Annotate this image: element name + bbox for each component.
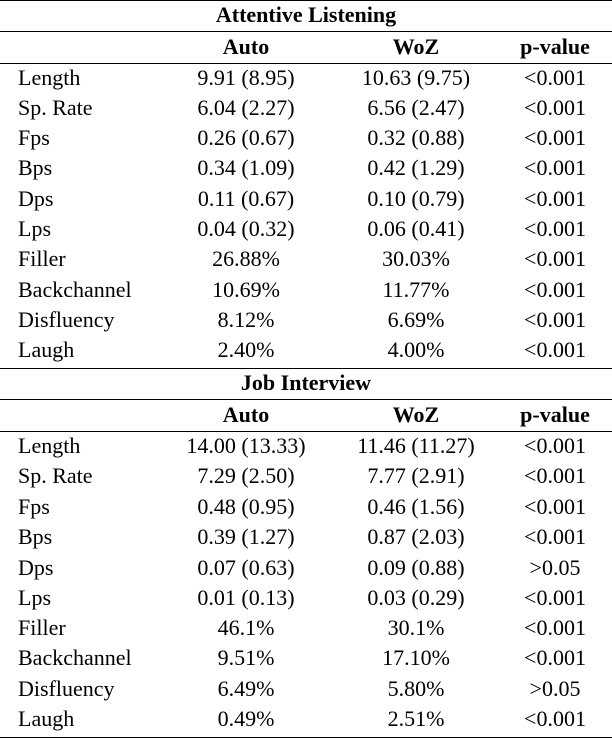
table-row [0, 704, 612, 734]
woz-value: 2.51% [387, 706, 445, 731]
table-row [0, 674, 612, 704]
row-label: Lps [18, 585, 51, 610]
woz-value: 30.1% [387, 615, 445, 640]
table-row [0, 643, 612, 673]
row-label: Filler [18, 615, 66, 640]
auto-value: 7.29 (2.50) [197, 463, 295, 488]
p-value: <0.001 [524, 186, 586, 211]
row-label: Length [18, 65, 81, 90]
p-value: <0.001 [524, 645, 586, 670]
header-cell-auto: Auto [222, 402, 270, 427]
table-row [0, 305, 612, 335]
woz-value: 6.69% [387, 307, 445, 332]
table-row [0, 93, 612, 123]
p-value: <0.001 [524, 216, 586, 241]
row-label: Dps [18, 186, 54, 211]
table-row [0, 522, 612, 552]
table-row [0, 214, 612, 244]
p-value: <0.001 [524, 337, 586, 362]
woz-value: 0.42 (1.29) [367, 155, 465, 180]
p-value: <0.001 [524, 494, 586, 519]
p-value: <0.001 [524, 463, 586, 488]
woz-value: 0.10 (0.79) [367, 186, 465, 211]
row-label: Lps [18, 216, 51, 241]
row-label: Backchannel [18, 277, 132, 302]
auto-value: 46.1% [217, 615, 275, 640]
row-label: Length [18, 433, 81, 458]
header-row [0, 400, 612, 430]
bottom-rule [0, 737, 612, 738]
auto-value: 9.91 (8.95) [197, 65, 295, 90]
table-row [0, 275, 612, 305]
header-row [0, 32, 612, 62]
auto-value: 9.51% [217, 645, 275, 670]
table-row [0, 63, 612, 93]
woz-value: 6.56 (2.47) [367, 95, 465, 120]
auto-value: 0.39 (1.27) [197, 524, 295, 549]
row-label: Backchannel [18, 645, 132, 670]
auto-value: 0.07 (0.63) [197, 555, 295, 580]
p-value: <0.001 [524, 155, 586, 180]
table-row [0, 431, 612, 461]
p-value: <0.001 [524, 246, 586, 271]
section-title: Attentive Listening [215, 2, 397, 27]
row-label: Laugh [18, 337, 75, 362]
woz-value: 10.63 (9.75) [361, 65, 471, 90]
auto-value: 14.00 (13.33) [186, 433, 306, 458]
auto-value: 0.11 (0.67) [197, 186, 295, 211]
row-label: Bps [18, 524, 53, 549]
header-cell-pvalue: p-value [520, 34, 590, 59]
row-label: Fps [18, 494, 50, 519]
p-value: <0.001 [524, 524, 586, 549]
woz-value: 0.06 (0.41) [367, 216, 465, 241]
auto-value: 6.04 (2.27) [197, 95, 295, 120]
header-cell-auto: Auto [222, 34, 270, 59]
header-cell-pvalue: p-value [520, 402, 590, 427]
woz-value: 0.32 (0.88) [367, 125, 465, 150]
auto-value: 26.88% [212, 246, 280, 271]
woz-value: 0.87 (2.03) [367, 524, 465, 549]
auto-value: 0.49% [217, 706, 275, 731]
table-row [0, 613, 612, 643]
table-row [0, 244, 612, 274]
auto-value: 0.04 (0.32) [197, 216, 295, 241]
auto-value: 0.34 (1.09) [197, 155, 295, 180]
row-label: Disfluency [18, 676, 115, 701]
woz-value: 7.77 (2.91) [367, 463, 465, 488]
row-label: Fps [18, 125, 50, 150]
table-row [0, 492, 612, 522]
p-value: <0.001 [524, 307, 586, 332]
auto-value: 2.40% [217, 337, 275, 362]
p-value: <0.001 [524, 277, 586, 302]
table-row [0, 153, 612, 183]
auto-value: 0.26 (0.67) [197, 125, 295, 150]
auto-value: 8.12% [217, 307, 275, 332]
row-label: Sp. Rate [18, 95, 93, 120]
row-label: Dps [18, 555, 54, 580]
table-row [0, 553, 612, 583]
table-row [0, 461, 612, 491]
row-label: Sp. Rate [18, 463, 93, 488]
p-value: <0.001 [524, 125, 586, 150]
p-value: <0.001 [524, 585, 586, 610]
woz-value: 11.46 (11.27) [357, 433, 475, 458]
header-cell-woz: WoZ [392, 402, 440, 427]
p-value: <0.001 [524, 65, 586, 90]
p-value: <0.001 [524, 706, 586, 731]
woz-value: 0.03 (0.29) [367, 585, 465, 610]
row-label: Disfluency [18, 307, 115, 332]
p-value: <0.001 [524, 433, 586, 458]
p-value: <0.001 [524, 615, 586, 640]
auto-value: 10.69% [212, 277, 280, 302]
row-label: Bps [18, 155, 53, 180]
auto-value: 0.48 (0.95) [197, 494, 295, 519]
p-value: >0.05 [529, 676, 581, 701]
row-label: Filler [18, 246, 66, 271]
woz-value: 0.09 (0.88) [367, 555, 465, 580]
auto-value: 6.49% [217, 676, 275, 701]
auto-value: 0.01 (0.13) [197, 585, 295, 610]
table-row [0, 184, 612, 214]
table-row [0, 123, 612, 153]
row-label: Laugh [18, 706, 75, 731]
table-row [0, 583, 612, 613]
woz-value: 4.00% [387, 337, 445, 362]
p-value: >0.05 [529, 555, 581, 580]
p-value: <0.001 [524, 95, 586, 120]
section-title: Job Interview [240, 370, 372, 395]
woz-value: 5.80% [387, 676, 445, 701]
woz-value: 30.03% [382, 246, 450, 271]
table-row [0, 335, 612, 365]
woz-value: 11.77% [382, 277, 450, 302]
woz-value: 0.46 (1.56) [367, 494, 465, 519]
woz-value: 17.10% [382, 645, 450, 670]
header-cell-woz: WoZ [392, 34, 440, 59]
